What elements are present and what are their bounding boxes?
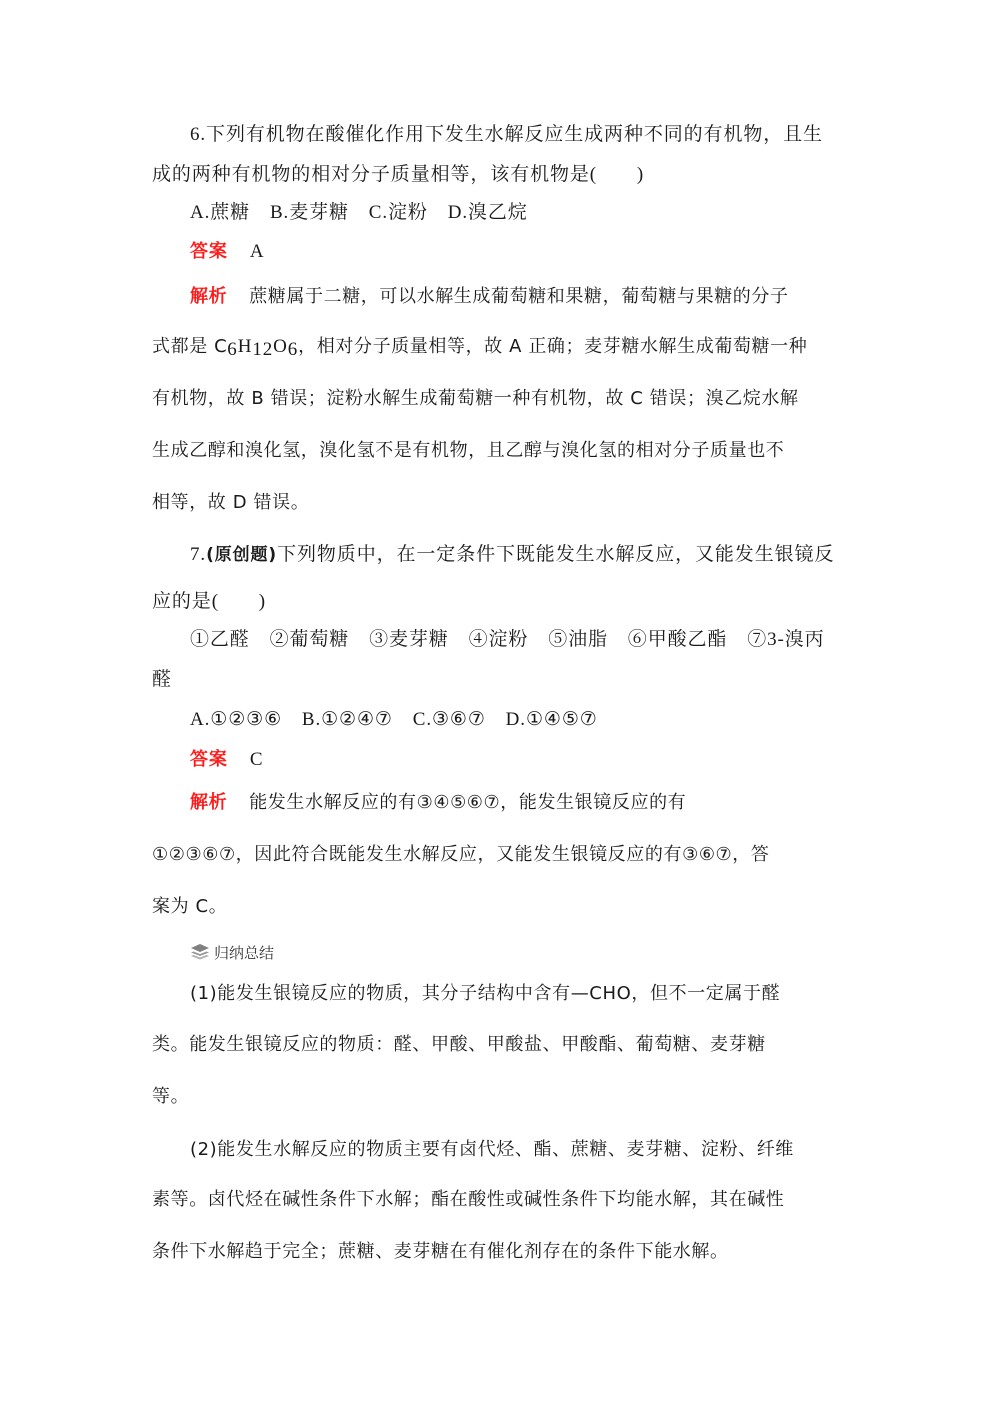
summary-p2-line-2: 素等。卤代烃在碱性条件下水解；酯在酸性或碱性条件下均能水解，其在碱性 bbox=[152, 1189, 785, 1210]
formula-subscript: 12 bbox=[252, 339, 274, 360]
analysis-text: 式都是 C bbox=[152, 336, 228, 357]
formula-subscript: 6 bbox=[227, 339, 238, 360]
q7-analysis-line-1 bbox=[190, 788, 686, 818]
answer-value: A bbox=[249, 241, 265, 262]
answer-label: 答案 bbox=[190, 749, 228, 770]
q6-answer bbox=[190, 237, 264, 267]
analysis-text: 能发生水解反应的有③④⑤⑥⑦，能发生银镜反应的有 bbox=[249, 792, 687, 813]
q7-items-wrap: 醛 bbox=[152, 669, 172, 690]
analysis-text: ，相对分子质量相等，故 A 正确；麦芽糖水解生成葡萄糖一种 bbox=[298, 336, 808, 357]
analysis-text: 蔗糖属于二糖，可以水解生成葡萄糖和果糖，葡萄糖与果糖的分子 bbox=[249, 286, 789, 307]
answer-value: C bbox=[249, 749, 264, 770]
q6-analysis-line-3: 有机物，故 B 错误；淀粉水解生成葡萄糖一种有机物，故 C 错误；溴乙烷水解 bbox=[152, 388, 799, 409]
analysis-label: 解析 bbox=[190, 286, 228, 307]
q7-options: A.①②③⑥ B.①②④⑦ C.③⑥⑦ D.①④⑤⑦ bbox=[190, 709, 598, 730]
q6-analysis-line-5: 相等，故 D 错误。 bbox=[152, 492, 310, 513]
layers-icon bbox=[190, 943, 210, 961]
q6-options: A.蔗糖 B.麦芽糖 C.淀粉 D.溴乙烷 bbox=[190, 202, 528, 223]
q6-analysis-line-2 bbox=[152, 332, 807, 362]
q7-items: ①乙醛 ②葡萄糖 ③麦芽糖 ④淀粉 ⑤油脂 ⑥甲酸乙酯 ⑦3-溴丙 bbox=[190, 629, 825, 650]
q6-analysis-line-4: 生成乙醇和溴化氢，溴化氢不是有机物，且乙醇与溴化氢的相对分子质量也不 bbox=[152, 440, 785, 461]
summary-label: 归纳总结 bbox=[214, 943, 275, 962]
summary-p1-line-1: (1)能发生银镜反应的物质，其分子结构中含有—CHO，但不一定属于醛 bbox=[190, 983, 781, 1004]
q7-answer bbox=[190, 745, 263, 775]
formula-element: O bbox=[273, 336, 288, 357]
q7-stem-line-2: 应的是( ) bbox=[152, 591, 266, 612]
summary-p1-line-2: 类。能发生银镜反应的物质：醛、甲酸、甲酸盐、甲酸酯、葡萄糖、麦芽糖 bbox=[152, 1034, 766, 1055]
q7-tag: (原创题) bbox=[206, 545, 278, 565]
answer-label: 答案 bbox=[190, 241, 228, 262]
q7-analysis-line-3: 案为 C。 bbox=[152, 896, 228, 917]
q6-stem-line-2: 成的两种有机物的相对分子质量相等，该有机物是( ) bbox=[152, 164, 645, 185]
summary-p2-line-1: (2)能发生水解反应的物质主要有卤代烃、酯、蔗糖、麦芽糖、淀粉、纤维 bbox=[190, 1139, 794, 1160]
q7-stem-text: 下列物质中，在一定条件下既能发生水解反应，又能发生银镜反 bbox=[277, 544, 835, 565]
formula-element: H bbox=[237, 336, 253, 357]
q6-analysis-line-1 bbox=[190, 282, 789, 312]
q7-analysis-line-2: ①②③⑥⑦，因此符合既能发生水解反应，又能发生银镜反应的有③⑥⑦，答 bbox=[152, 844, 770, 865]
q7-stem-line-1 bbox=[190, 540, 834, 570]
analysis-label: 解析 bbox=[190, 792, 228, 813]
summary-p1-line-3: 等。 bbox=[152, 1086, 190, 1107]
formula-subscript: 6 bbox=[287, 339, 299, 360]
summary-p2-line-3: 条件下水解趋于完全；蔗糖、麦芽糖在有催化剂存在的条件下能水解。 bbox=[152, 1241, 729, 1262]
q7-number: 7. bbox=[190, 544, 207, 565]
summary-heading bbox=[190, 940, 274, 964]
q6-stem-line-1: 6.下列有机物在酸催化作用下发生水解反应生成两种不同的有机物，且生 bbox=[190, 124, 823, 145]
